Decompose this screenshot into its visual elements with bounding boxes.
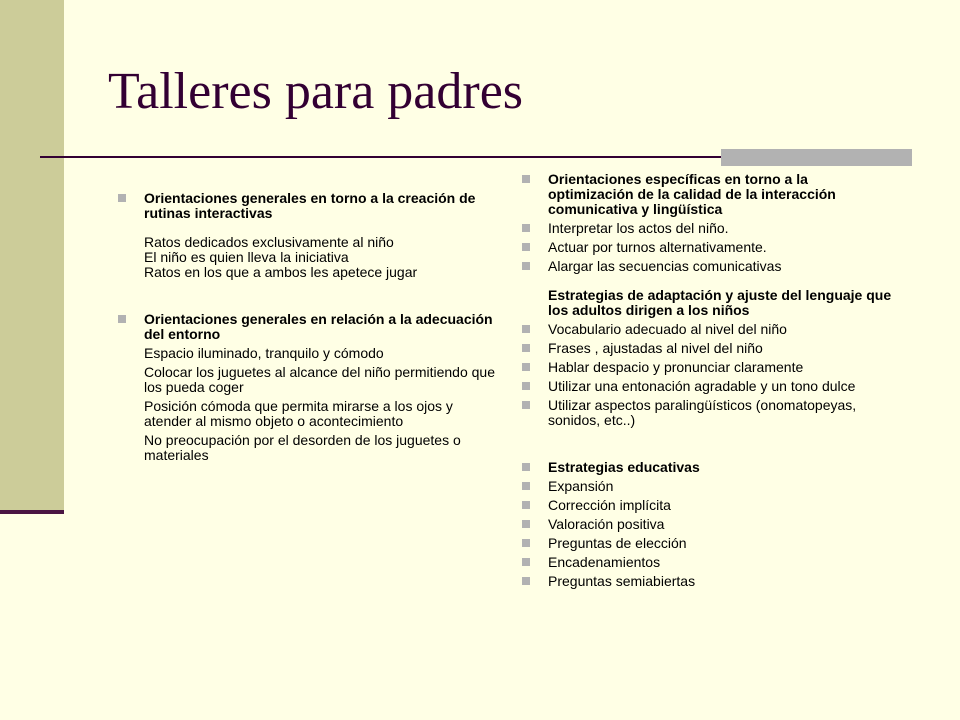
educational-heading-text: Estrategias educativas xyxy=(548,459,700,475)
square-bullet-icon xyxy=(522,262,530,270)
educational-item-text: Preguntas de elección xyxy=(548,535,687,551)
adaptation-item-text: Vocabulario adecuado al nivel del niño xyxy=(548,321,787,337)
adaptation-heading: Estrategias de adaptación y ajuste del lenguaje que los adultos dirigen a los niños xyxy=(548,287,892,318)
adaptation-item xyxy=(522,341,894,356)
slide-title: Talleres para padres xyxy=(108,63,524,120)
educational-item xyxy=(522,517,894,532)
educational-item xyxy=(522,555,894,570)
side-band xyxy=(0,0,64,512)
interaction-item xyxy=(522,259,894,274)
accent-bar xyxy=(721,149,912,166)
educational-item-text: Preguntas semiabiertas xyxy=(548,573,696,589)
educational-item xyxy=(522,574,894,589)
adaptation-item xyxy=(522,398,894,428)
interaction-item xyxy=(522,221,894,236)
square-bullet-icon xyxy=(522,382,530,390)
adaptation-item xyxy=(522,379,894,394)
square-bullet-icon xyxy=(118,315,126,323)
square-bullet-icon xyxy=(522,175,530,183)
educational-item xyxy=(522,536,894,551)
environment-item: Espacio iluminado, tranquilo y cómodo xyxy=(144,345,384,361)
square-bullet-icon xyxy=(522,363,530,371)
routines-lines xyxy=(118,235,498,280)
square-bullet-icon xyxy=(118,194,126,202)
environment-item: No preocupación por el desorden de los juguetes o materiales xyxy=(144,432,461,463)
educational-item-text: Encadenamientos xyxy=(548,554,661,570)
square-bullet-icon xyxy=(522,539,530,547)
environment-heading-text: Orientaciones generales en relación a la adecuación del entorno xyxy=(144,311,493,342)
side-rule xyxy=(0,510,64,514)
square-bullet-icon xyxy=(522,463,530,471)
routines-line: Ratos dedicados exclusivamente al niño xyxy=(144,234,394,250)
routines-line: El niño es quien lleva la iniciativa xyxy=(144,249,349,265)
routines-line: Ratos en los que a ambos les apetece jugar xyxy=(144,264,418,280)
interaction-heading-text: Orientaciones específicas en torno a la optimización de la calidad de la interacción comunicativa y lingüística xyxy=(548,171,836,217)
square-bullet-icon xyxy=(522,520,530,528)
environment-item: Posición cómoda que permita mirarse a los ojos y atender al mismo objeto o acontecimiento xyxy=(144,398,453,429)
interaction-item-text: Actuar por turnos alternativamente. xyxy=(548,239,767,255)
educational-item xyxy=(522,498,894,513)
environment-item: Colocar los juguetes al alcance del niño permitiendo que los pueda coger xyxy=(144,364,495,395)
educational-item-text: Valoración positiva xyxy=(548,516,665,532)
educational-item xyxy=(522,479,894,494)
square-bullet-icon xyxy=(522,344,530,352)
square-bullet-icon xyxy=(522,224,530,232)
right-column xyxy=(522,172,894,589)
square-bullet-icon xyxy=(522,501,530,509)
interaction-heading xyxy=(522,172,894,217)
routines-heading-text: Orientaciones generales en torno a la creación de rutinas interactivas xyxy=(144,190,476,221)
adaptation-item xyxy=(522,322,894,337)
adaptation-item-text: Hablar despacio y pronunciar claramente xyxy=(548,359,804,375)
educational-item-text: Corrección implícita xyxy=(548,497,671,513)
square-bullet-icon xyxy=(522,243,530,251)
interaction-item-text: Interpretar los actos del niño. xyxy=(548,220,729,236)
routines-heading xyxy=(118,191,498,221)
square-bullet-icon xyxy=(522,482,530,490)
educational-heading xyxy=(522,460,894,475)
interaction-item xyxy=(522,240,894,255)
square-bullet-icon xyxy=(522,577,530,585)
square-bullet-icon xyxy=(522,325,530,333)
educational-item-text: Expansión xyxy=(548,478,614,494)
left-column xyxy=(118,191,498,463)
square-bullet-icon xyxy=(522,558,530,566)
interaction-item-text: Alargar las secuencias comunicativas xyxy=(548,258,782,274)
adaptation-item xyxy=(522,360,894,375)
environment-heading xyxy=(118,312,498,342)
square-bullet-icon xyxy=(522,401,530,409)
adaptation-item-text: Utilizar aspectos paralingüísticos (onomatopeyas, sonidos, etc..) xyxy=(548,397,857,428)
adaptation-item-text: Frases , ajustadas al nivel del niño xyxy=(548,340,763,356)
adaptation-item-text: Utilizar una entonación agradable y un tono dulce xyxy=(548,378,856,394)
